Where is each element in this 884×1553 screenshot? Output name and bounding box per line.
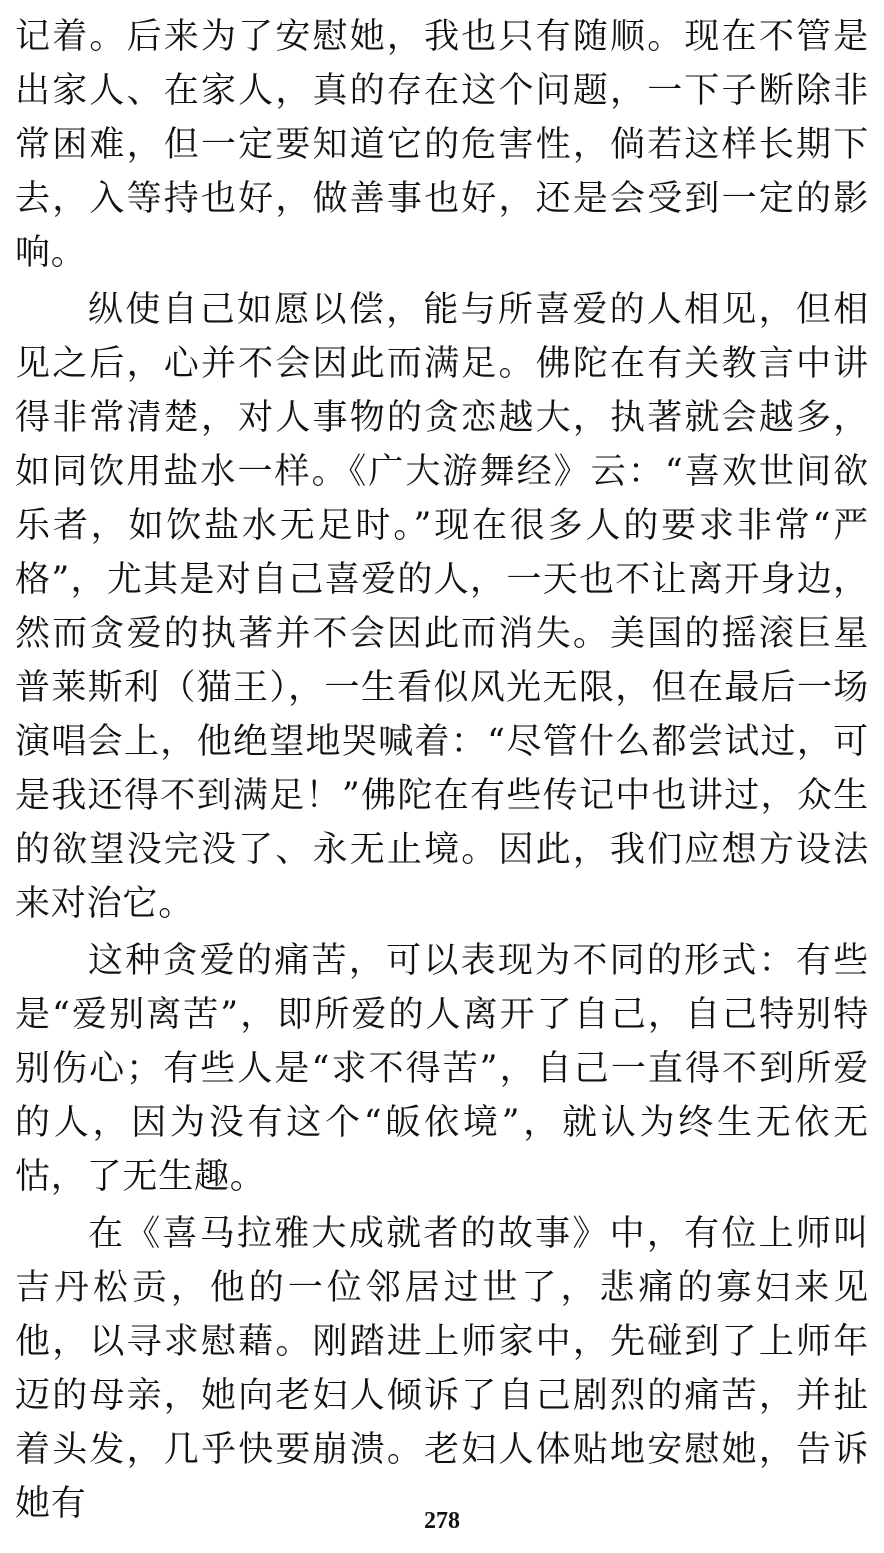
- paragraph-1: 记着。后来为了安慰她，我也只有随顺。现在不管是出家人、在家人，真的存在这个问题，一下子断除非常困难，但一定要知道它的危害性，倘若这样长期下去，入等持也好，做善事也好，还是会受到一定的影响。: [15, 17, 869, 273]
- paragraph-2: 纵使自己如愿以偿，能与所喜爱的人相见，但相见之后，心并不会因此而满足。佛陀在有关教言中讲得非常清楚，对人事物的贪恋越大，执著就会越多，如同饮用盐水一样。《广大游舞经》云：“喜欢世间欲乐者，如饮盐水无足时。”现在很多人的要求非常“严格”，尤其是对自己喜爱的人，一天也不让离开身边，然而贪爱的执著并不会因此而消失。美国的摇滚巨星普莱斯利（猫王），一生看似风光无限，但在最后一场演唱会上，他绝望地哭喊着：“尽管什么都尝试过，可是我还得不到满足！”佛陀在有些传记中也讲过，众生的欲望没完没了、永无止境。因此，我们应想方设法来对治它。: [15, 290, 869, 924]
- paragraph-3: 这种贪爱的痛苦，可以表现为不同的形式：有些是“爱别离苦”，即所爱的人离开了自己，自己特别特别伤心；有些人是“求不得苦”，自己一直得不到所爱的人，因为没有这个“皈依境”，就认为终生无依无怙，了无生趣。: [15, 941, 869, 1197]
- body-text: [15, 10, 869, 1534]
- page-number: 278: [424, 1508, 460, 1534]
- paragraph-4: 在《喜马拉雅大成就者的故事》中，有位上师叫吉丹松贡，他的一位邻居过世了，悲痛的寡妇来见他，以寻求慰藉。刚踏进上师家中，先碰到了上师年迈的母亲，她向老妇人倾诉了自己剧烈的痛苦，并扯着头发，几乎快要崩溃。老妇人体贴地安慰她，告诉她有: [15, 1214, 869, 1524]
